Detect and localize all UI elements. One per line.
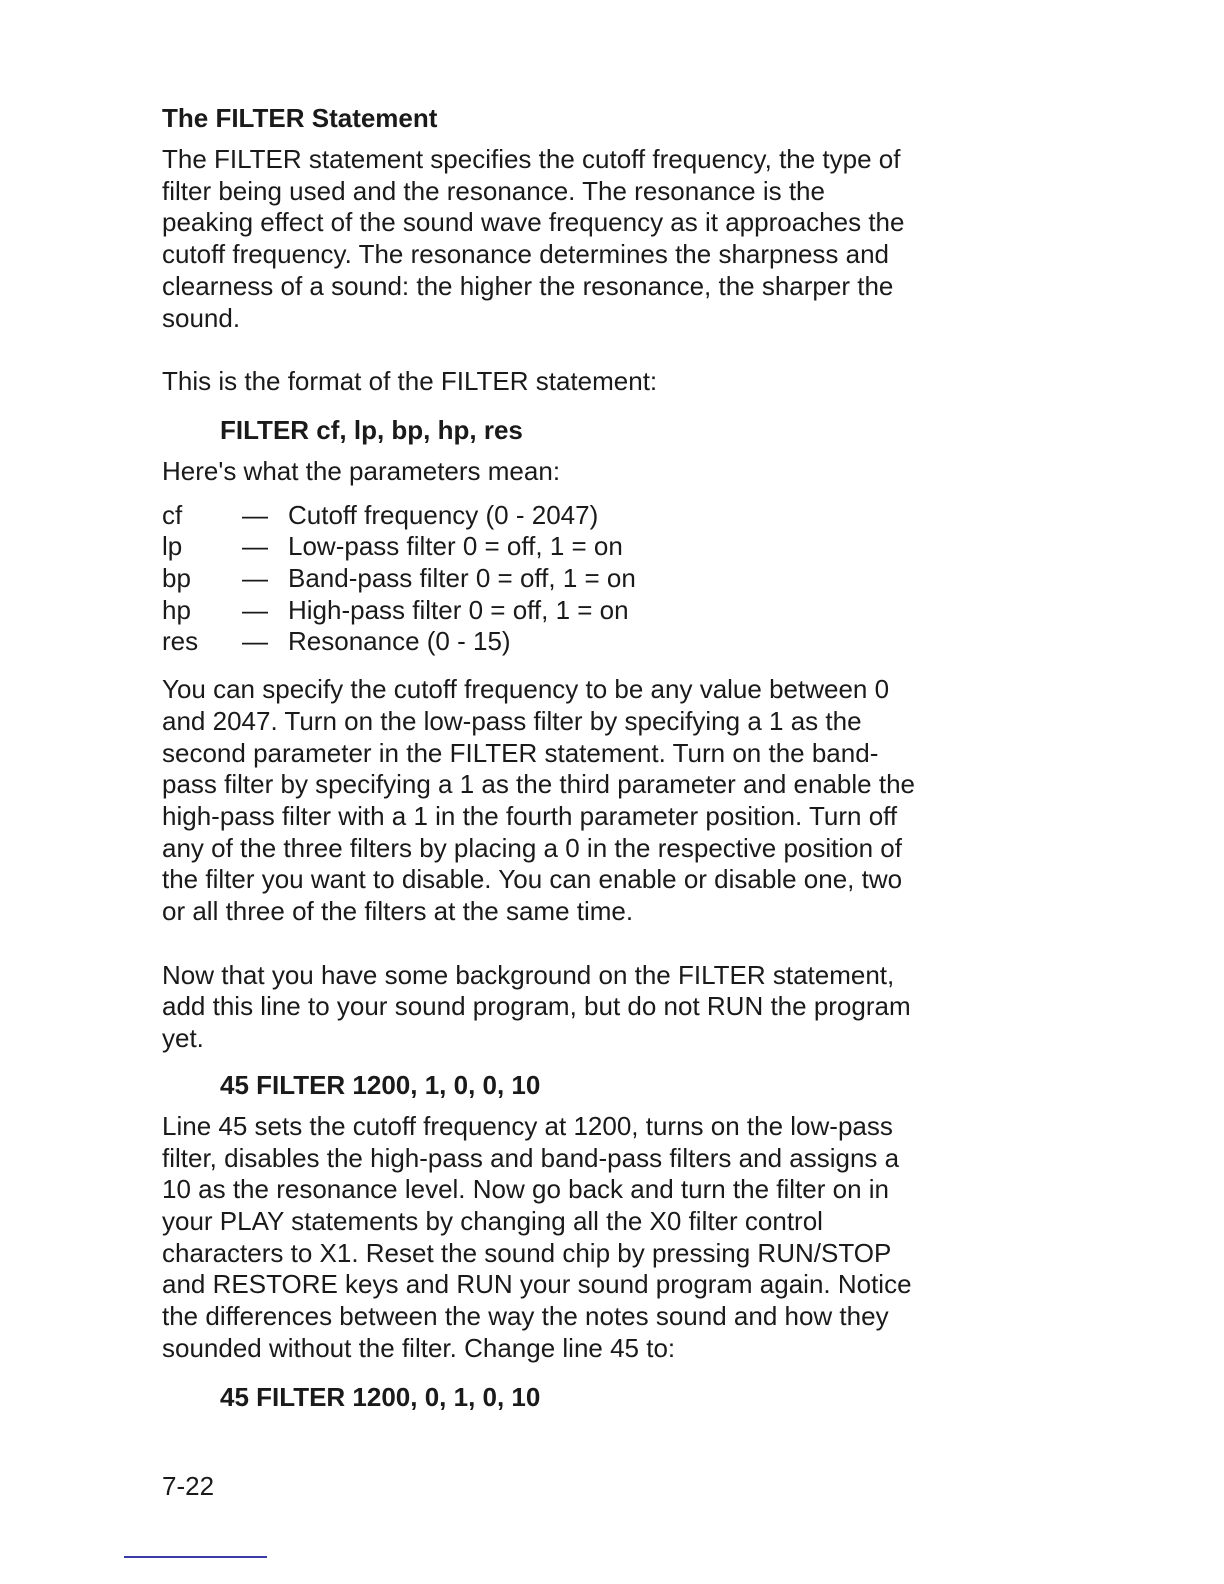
parameter-description: Low-pass filter 0 = off, 1 = on <box>288 531 623 562</box>
parameter-description: Resonance (0 - 15) <box>288 626 511 657</box>
parameter-dash: — <box>242 563 268 594</box>
explanation-paragraph: You can specify the cutoff frequency to be any value between 0 and 2047. Turn on the low-pass filter by specifying a 1 as the second parameter in the FILTER statement. Turn on the band- pass filter by specifying a 1 as the third parameter and enable the high-pass filter with a 1 in the fourth parameter position. Turn off any of the three filters by placing a 0 in the respective position of the filter you want to disable. You can enable or disable one, two or all three of the filters at the same time. <box>162 674 915 927</box>
parameter-name: lp <box>162 531 183 562</box>
parameter-description: High-pass filter 0 = off, 1 = on <box>288 594 629 625</box>
parameter-dash: — <box>242 499 268 530</box>
parameter-dash: — <box>242 531 268 562</box>
page-number: 7-22 <box>162 1471 215 1501</box>
line45-paragraph: Line 45 sets the cutoff frequency at 1200, turns on the low-pass filter, disables the high-pass and band-pass filters and assigns a 10 as the resonance level. Now go back and turn the filter on in your PLAY statements by changing all the X0 filter control characters to X1. Reset the sound chip by pressing RUN/STOP and RESTORE keys and RUN your sound program again. Notice the differences between the way the notes sound and how they sounded without the filter. Change line 45 to: <box>162 1110 912 1363</box>
params-intro: Here's what the parameters mean: <box>162 455 561 486</box>
intro-paragraph: The FILTER statement specifies the cutoff frequency, the type of filter being used and the resonance. The resonance is the peaking effect of the sound wave frequency as it approaches the cutoff frequency. The resonance determines the sharpness and clearness of a sound: the higher the resonance, the sharper the sound. <box>162 144 905 333</box>
parameter-row-res <box>162 626 1002 658</box>
parameter-name: res <box>162 626 199 657</box>
parameter-name: bp <box>162 563 191 594</box>
parameter-name: hp <box>162 594 191 625</box>
parameter-list <box>162 500 1002 659</box>
parameter-dash: — <box>242 594 268 625</box>
format-intro: This is the format of the FILTER statement: <box>162 366 658 397</box>
page-content <box>162 98 1002 1417</box>
section-title: The FILTER Statement <box>162 103 438 133</box>
parameter-row-hp <box>162 595 1002 627</box>
code-line-1: 45 FILTER 1200, 1, 0, 0, 10 <box>220 1069 541 1100</box>
parameter-description: Cutoff frequency (0 - 2047) <box>288 499 599 530</box>
add-line-paragraph: Now that you have some background on the FILTER statement, add this line to your sound program, but do not RUN the program yet. <box>162 959 911 1054</box>
code-line-2: 45 FILTER 1200, 0, 1, 0, 10 <box>220 1381 541 1412</box>
bottom-rule-divider <box>124 1556 267 1558</box>
parameter-name: cf <box>162 499 183 530</box>
format-code: FILTER cf, lp, bp, hp, res <box>220 414 523 445</box>
parameter-row-cf <box>162 500 1002 532</box>
parameter-row-bp <box>162 563 1002 595</box>
parameter-row-lp <box>162 531 1002 563</box>
parameter-dash: — <box>242 626 268 657</box>
parameter-description: Band-pass filter 0 = off, 1 = on <box>288 563 636 594</box>
